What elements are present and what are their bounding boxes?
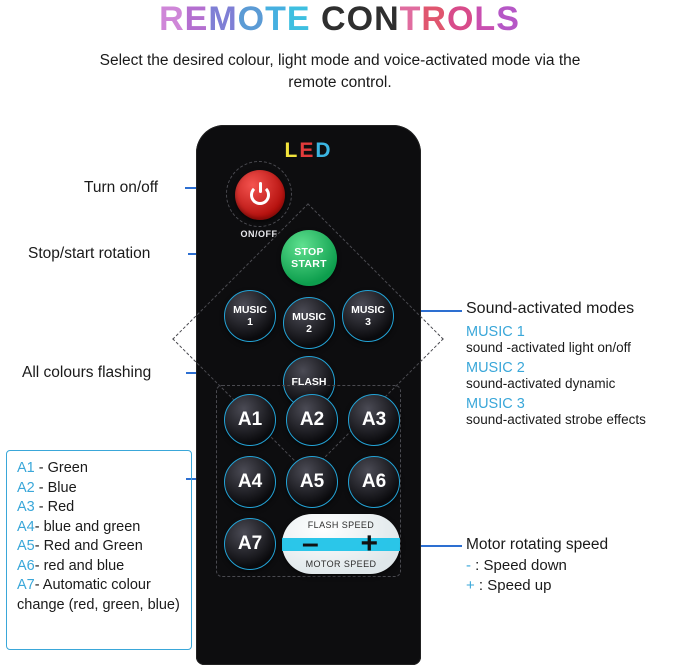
a5-button[interactable] bbox=[286, 456, 338, 508]
speed-up-button[interactable]: + bbox=[360, 527, 378, 560]
callout-flash: All colours flashing bbox=[22, 364, 152, 381]
brand-letter-l: L bbox=[284, 139, 300, 162]
legend-key-a3: A3 bbox=[17, 499, 35, 515]
music-3-label: MUSIC bbox=[351, 304, 385, 316]
brand-letter-d: D bbox=[315, 139, 333, 162]
music-1-label: MUSIC bbox=[233, 304, 267, 316]
power-button[interactable] bbox=[235, 170, 285, 220]
motor-speed-down-row bbox=[466, 557, 676, 574]
music-2-label: MUSIC bbox=[292, 311, 326, 323]
speed-rocker-band bbox=[282, 538, 400, 551]
brand-letter-e: E bbox=[299, 139, 316, 162]
title-char: T bbox=[265, 0, 287, 38]
stop-start-button[interactable] bbox=[281, 230, 337, 286]
music-2-mode-name: MUSIC 2 bbox=[466, 360, 525, 376]
a4-label: A4 bbox=[237, 471, 263, 492]
legend-text-a3: - Red bbox=[34, 499, 75, 515]
motor-speed-up-symbol: + bbox=[466, 577, 475, 594]
sound-modes-panel bbox=[466, 300, 676, 428]
legend-text-a1: - Green bbox=[34, 460, 88, 476]
title-char: E bbox=[184, 0, 209, 38]
callout-power: Turn on/off bbox=[84, 179, 159, 196]
title-char: C bbox=[321, 0, 347, 38]
legend-key-a5: A5 bbox=[17, 538, 35, 554]
motor-speed-down-text: : Speed down bbox=[471, 557, 567, 574]
a3-label: A3 bbox=[361, 409, 387, 430]
sound-modes-title: Sound-activated modes bbox=[466, 300, 635, 317]
title-char: M bbox=[208, 0, 238, 38]
music-3-mode-name: MUSIC 3 bbox=[466, 396, 525, 412]
title-char: R bbox=[421, 0, 447, 38]
flash-speed-label: FLASH SPEED bbox=[307, 520, 375, 530]
title-char: O bbox=[346, 0, 375, 38]
title-char: R bbox=[159, 0, 185, 38]
colour-legend-box bbox=[6, 450, 192, 650]
legend-text-a2: - Blue bbox=[34, 479, 77, 496]
title-char: O bbox=[237, 0, 266, 38]
music-3-button[interactable] bbox=[342, 290, 394, 342]
brand-label bbox=[196, 139, 421, 163]
a2-button[interactable] bbox=[286, 394, 338, 446]
power-button-ring bbox=[226, 161, 292, 227]
a6-button[interactable] bbox=[348, 456, 400, 508]
motor-speed-label: MOTOR SPEED bbox=[305, 559, 377, 569]
title-char: S bbox=[496, 0, 520, 38]
title-char: T bbox=[399, 0, 422, 38]
power-icon bbox=[250, 185, 270, 205]
legend-text-a5: - Red and Green bbox=[34, 538, 143, 554]
music-2-number: 2 bbox=[306, 323, 312, 335]
legend-text-a4: - blue and green bbox=[34, 518, 141, 535]
legend-row bbox=[17, 479, 181, 499]
flash-button-label: FLASH bbox=[291, 376, 327, 388]
speed-down-button[interactable]: – bbox=[302, 527, 319, 560]
music-3-number: 3 bbox=[365, 316, 371, 328]
stop-start-line1: STOP bbox=[294, 246, 324, 258]
page-subtitle: Select the desired colour, light mode and voice-activated mode via the remote control. bbox=[99, 52, 581, 91]
legend-text-a6: - red and blue bbox=[34, 557, 125, 574]
power-button-label: ON/OFF bbox=[240, 229, 278, 239]
title-char: N bbox=[374, 0, 400, 38]
title-char bbox=[311, 0, 321, 39]
music-1-mode-name: MUSIC 1 bbox=[466, 324, 525, 340]
title-char: E bbox=[286, 0, 311, 38]
legend-key-a6: A6 bbox=[17, 557, 35, 574]
a7-label: A7 bbox=[237, 533, 263, 554]
music-1-number: 1 bbox=[247, 316, 253, 328]
a7-button[interactable] bbox=[224, 518, 276, 570]
legend-row bbox=[17, 518, 181, 538]
a4-button[interactable] bbox=[224, 456, 276, 508]
a3-button[interactable] bbox=[348, 394, 400, 446]
motor-speed-title: Motor rotating speed bbox=[466, 536, 609, 553]
music-2-mode-desc: sound-activated dynamic bbox=[466, 376, 616, 391]
music-2-button[interactable] bbox=[283, 297, 335, 349]
legend-row bbox=[17, 557, 181, 577]
motor-speed-up-row bbox=[466, 577, 676, 594]
legend-row bbox=[17, 576, 181, 615]
music-1-mode-desc: sound -activated light on/off bbox=[466, 340, 631, 355]
a2-label: A2 bbox=[299, 409, 325, 430]
motor-speed-up-text: : Speed up bbox=[474, 577, 552, 594]
callout-stop-start: Stop/start rotation bbox=[28, 245, 151, 262]
legend-key-a4: A4 bbox=[17, 518, 35, 535]
a6-label: A6 bbox=[361, 471, 387, 492]
legend-text-a7: - Automatic colour change (red, green, blue) bbox=[17, 577, 180, 613]
motor-speed-panel bbox=[466, 536, 676, 594]
page-title bbox=[0, 0, 679, 39]
legend-key-a7: A7 bbox=[17, 577, 35, 593]
title-char: L bbox=[474, 0, 497, 38]
speed-rocker[interactable] bbox=[282, 514, 400, 574]
a5-label: A5 bbox=[299, 471, 325, 492]
legend-row bbox=[17, 498, 181, 518]
a1-button[interactable] bbox=[224, 394, 276, 446]
remote-control-body bbox=[196, 125, 421, 665]
legend-key-a2: A2 bbox=[17, 479, 35, 496]
legend-row bbox=[17, 459, 181, 479]
music-1-button[interactable] bbox=[224, 290, 276, 342]
stop-start-line2: START bbox=[291, 258, 327, 270]
leader-line-sound bbox=[420, 310, 462, 312]
legend-key-a1: A1 bbox=[17, 460, 35, 476]
legend-row bbox=[17, 537, 181, 557]
title-char: O bbox=[446, 0, 475, 38]
music-3-mode-desc: sound-activated strobe effects bbox=[466, 412, 646, 427]
a1-label: A1 bbox=[237, 409, 263, 430]
motor-speed-down-symbol: - bbox=[466, 557, 471, 574]
